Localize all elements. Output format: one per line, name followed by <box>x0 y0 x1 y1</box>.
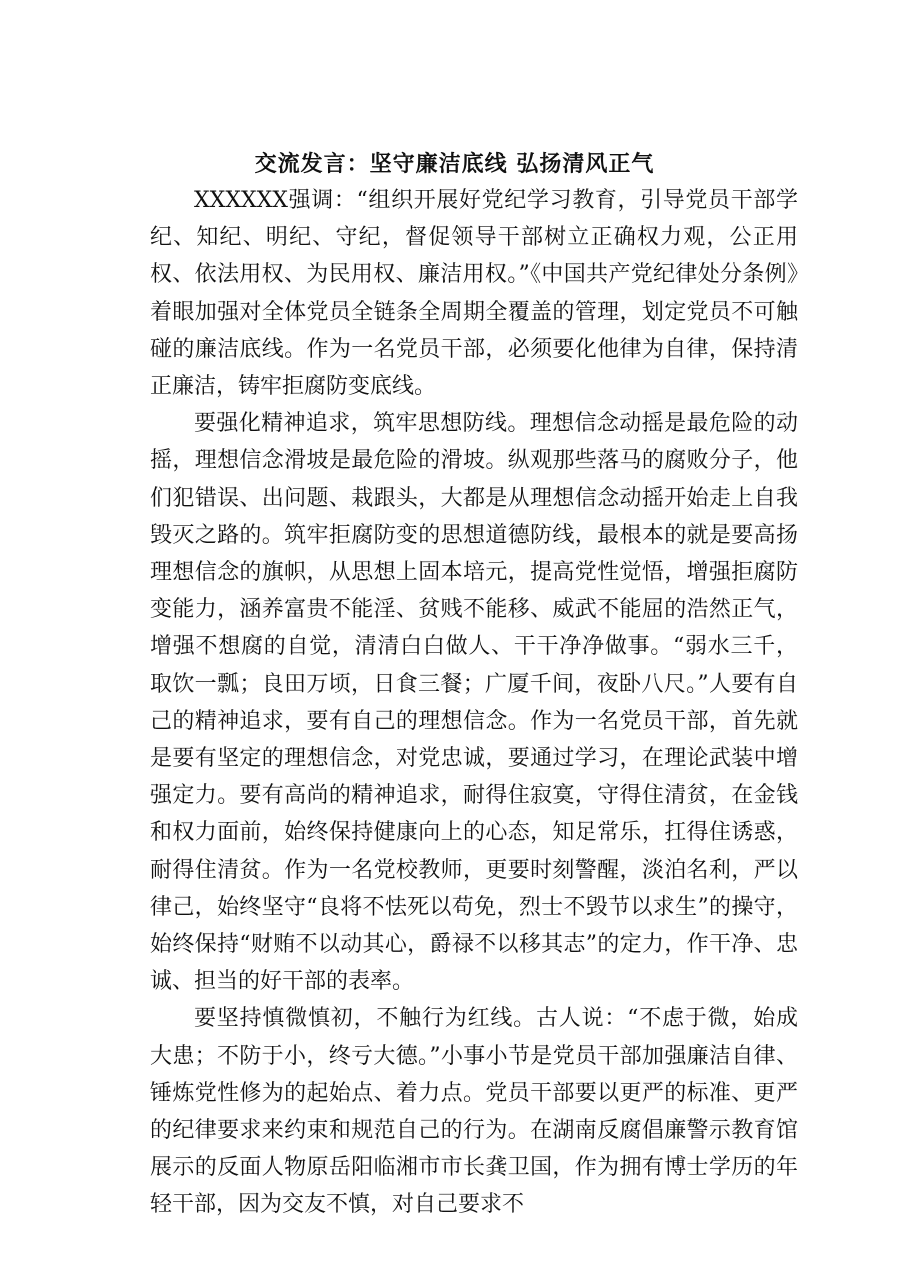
document-body <box>150 182 798 1224</box>
paragraph-spiritual-pursuit: 要强化精神追求，筑牢思想防线。理想信念动摇是最危险的动摇，理想信念滑坡是最危险的滑坡。纵观那些落马的腐败分子，他们犯错误、出问题、栽跟头，大都是从理想信念动摇开始走上自我毁灭之路的。筑牢拒腐防变的思想道德防线，最根本的就是要高扬理想信念的旗帜，从思想上固本培元，提高党性觉悟，增强拒腐防变能力，涵养富贵不能淫、贫贱不能移、威武不能屈的浩然正气，增强不想腐的自觉，清清白白做人、干干净净做事。“弱水三千，取饮一瓢；良田万顷，日食三餐；广厦千间，夜卧八尺。”人要有自己的精神追求，要有自己的理想信念。作为一名党员干部，首先就是要有坚定的理想信念，对党忠诚，要通过学习，在理论武装中增强定力。要有高尚的精神追求，耐得住寂寞，守得住清贫，在金钱和权力面前，始终保持健康向上的心态，知足常乐，扛得住诱惑，耐得住清贫。作为一名党校教师，更要时刻警醒，淡泊名利，严以律己，始终坚守“良将不怯死以苟免，烈士不毁节以求生”的操守，始终保持“财贿不以动其心，爵禄不以移其志”的定力，作干净、忠诚、担当的好干部的表率。 <box>150 411 798 995</box>
document-title: 交流发言：坚守廉洁底线 弘扬清风正气 <box>254 151 655 177</box>
paragraph-caution-details: 要坚持慎微慎初，不触行为红线。古人说：“不虑于微，始成大患；不防于小，终亏大德。”小事小节是党员干部加强廉洁自律、锤炼党性修为的起始点、着力点。党员干部要以更严的标准、更严的纪律要求来约束和规范自己的行为。在湖南反腐倡廉警示教育馆展示的反面人物原岳阳临湘市市长龚卫国，作为拥有博士学历的年轻干部，因为交友不慎，对自己要求不 <box>150 1006 798 1218</box>
paragraph-intro: XXXXXX强调：“组织开展好党纪学习教育，引导党员干部学纪、知纪、明纪、守纪，督促领导干部树立正确权力观，公正用权、依法用权、为民用权、廉洁用权。”《中国共产党纪律处分条例》着眼加强对全体党员全链条全周期全覆盖的管理，划定党员不可触碰的廉洁底线。作为一名党员干部，必须要化他律为自律，保持清正廉洁，铸牢拒腐防变底线。 <box>150 188 798 400</box>
